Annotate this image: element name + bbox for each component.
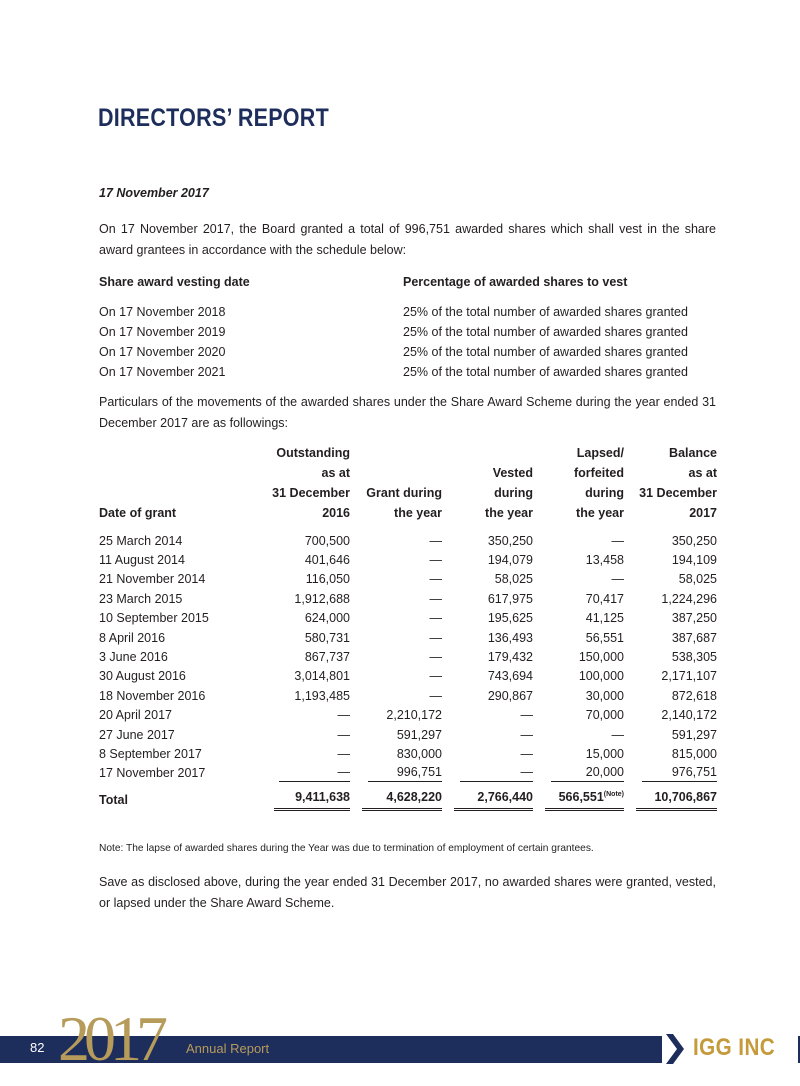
total-outstanding: 9,411,638 [274,790,350,811]
value-cell: 830,000 [396,746,442,761]
value-text: 20,000 [551,765,624,782]
value-cell: 401,646 [304,553,350,568]
movements-table-body [99,531,717,783]
grant-date-cell: 23 March 2015 [99,591,183,606]
value-cell: 150,000 [578,650,624,665]
value-cell: 70,000 [585,708,624,723]
grant-date-cell: 17 November 2017 [99,766,206,781]
table-row [99,570,717,589]
value-cell: 116,050 [305,572,350,587]
schedule-row [99,345,716,361]
value-cell: — [429,650,442,665]
value-cell: 58,025 [678,572,717,587]
table-row [99,531,717,550]
value-cell: 15,000 [585,746,624,761]
value-cell: 194,109 [671,553,717,568]
value-cell: — [337,708,350,723]
value-cell: — [429,591,442,606]
value-cell: 591,297 [671,727,717,742]
table-row [99,725,717,744]
header-cell: the year [485,506,533,520]
schedule-date-header: Share award vesting date [99,275,250,289]
grant-date-cell: 25 March 2014 [99,533,183,548]
schedule-pct: 25% of the total number of awarded shares granted [403,305,688,319]
value-cell [254,764,350,783]
value-cell: 30,000 [585,688,624,703]
value-cell: 58,025 [494,572,533,587]
total-row [99,783,717,817]
value-cell: 13,458 [585,553,624,568]
header-cell: as at [688,466,717,480]
total-lapsed: 566,551 [558,789,604,804]
total-lapsed-cell [545,790,624,811]
schedule-row [99,365,716,381]
value-text: — [279,765,350,782]
schedule-date: On 17 November 2019 [99,325,226,339]
header-cell: Vested [492,466,533,480]
header-cell: Outstanding [276,446,350,460]
table-row [99,744,717,763]
value-cell: 2,171,107 [661,669,717,684]
value-cell: — [429,611,442,626]
header-cell: the year [576,506,624,520]
value-text: 976,751 [642,765,717,782]
header-cell: 2016 [322,506,350,520]
value-cell: 56,551 [585,630,624,645]
table-row [99,667,717,686]
closing-paragraph: Save as disclosed above, during the year ended 31 December 2017, no awarded shares were granted, vested, or lapsed under the Share Award Scheme. [99,875,716,910]
value-cell: 700,500 [304,533,350,548]
intro-paragraph: On 17 November 2017, the Board granted a total of 996,751 awarded shares which shall vest in the share award grantees in accordance with the schedule below: [99,222,716,257]
value-cell: 872,618 [671,688,717,703]
year-text: 2017 [58,1006,162,1066]
header-cell [99,441,254,461]
annual-report-label: Annual Report [186,1041,270,1056]
schedule-row [99,325,716,341]
value-text: 996,751 [368,765,442,782]
table-row [99,550,717,569]
section-date-heading: 17 November 2017 [99,186,209,200]
value-cell: 2,140,172 [661,708,717,723]
schedule-pct: 25% of the total number of awarded shares granted [403,345,688,359]
schedule-date: On 17 November 2018 [99,305,226,319]
schedule-pct: 25% of the total number of awarded shares granted [403,325,688,339]
value-cell: — [337,746,350,761]
grant-date-cell: 8 April 2016 [99,630,166,645]
header-cell [99,461,254,481]
value-cell: 591,297 [396,727,442,742]
value-cell [624,764,717,783]
value-cell: — [429,572,442,587]
grant-date-cell: 8 September 2017 [99,746,202,761]
header-cell: during [494,486,533,500]
value-cell: 70,417 [585,591,624,606]
table-row [99,706,717,725]
header-cell: Date of grant [99,506,177,520]
year-2017-logo [56,1006,186,1066]
grant-date-cell: 3 June 2016 [99,650,168,665]
table-row [99,609,717,628]
header-cell: Balance [669,446,717,460]
page-title: DIRECTORS’ REPORT [98,104,329,132]
value-cell: 100,000 [578,669,624,684]
schedule-pct-header: Percentage of awarded shares to vest [403,275,628,289]
value-cell: 41,125 [585,611,624,626]
header-cell: 31 December [639,486,717,500]
header-cell: during [585,486,624,500]
schedule-date: On 17 November 2021 [99,365,226,379]
value-cell: — [520,708,533,723]
value-cell: — [429,533,442,548]
header-cell: as at [321,466,350,480]
grant-date-cell: 18 November 2016 [99,688,206,703]
header-cell [350,441,442,461]
grant-date-cell: 11 August 2014 [99,553,185,568]
header-cell: the year [394,506,442,520]
particulars-paragraph: Particulars of the movements of the awarded shares under the Share Award Scheme during the year ended 31 December 2017 are as followings: [99,395,716,430]
header-cell: 2017 [689,506,717,520]
grant-date-cell: 30 August 2016 [99,669,186,684]
value-cell: 1,193,485 [294,688,350,703]
header-cell: Lapsed/ [576,446,624,460]
header-cell [442,441,533,461]
value-text: — [460,765,533,782]
value-cell: 387,250 [671,611,717,626]
grant-date-cell: 10 September 2015 [99,611,209,626]
footnote: Note: The lapse of awarded shares during the Year was due to termination of employment of certain grantees. [99,843,594,854]
total-label: Total [99,793,128,808]
value-cell: 195,625 [487,611,533,626]
value-cell: — [520,746,533,761]
value-cell: 3,014,801 [294,669,350,684]
value-cell: — [611,572,624,587]
note-marker: (Note) [603,790,624,798]
table-row [99,647,717,666]
value-cell: — [520,727,533,742]
value-cell: — [429,669,442,684]
header-cell: Grant during [366,486,442,500]
header-cell [99,481,254,501]
table-row [99,764,717,783]
value-cell: 538,305 [671,650,717,665]
value-cell: — [429,630,442,645]
value-cell: 743,694 [487,669,533,684]
value-cell: — [429,553,442,568]
page-number: 82 [30,1040,45,1055]
total-vested: 2,766,440 [454,790,533,811]
header-cell: 31 December [272,486,350,500]
value-cell: 580,731 [304,630,350,645]
value-cell: 624,000 [304,611,350,626]
value-cell: 194,079 [487,553,533,568]
value-cell: 179,432 [487,650,533,665]
movements-table-header [99,441,717,531]
value-cell: — [429,688,442,703]
value-cell: 350,250 [671,533,717,548]
value-cell [533,764,624,783]
company-logo-text: IGG INC [693,1034,776,1061]
value-cell: — [611,533,624,548]
movements-table [99,441,717,817]
value-cell [442,764,533,783]
header-cell [350,461,442,481]
table-row [99,686,717,705]
value-cell: 867,737 [304,650,350,665]
schedule-header [99,275,716,291]
value-cell: 1,912,688 [294,591,350,606]
table-row [99,628,717,647]
grant-date-cell: 27 June 2017 [99,727,175,742]
table-row [99,589,717,608]
value-cell: 290,867 [487,688,533,703]
value-cell: 350,250 [487,533,533,548]
schedule-pct: 25% of the total number of awarded shares granted [403,365,688,379]
value-cell: 815,000 [671,746,717,761]
value-cell: 387,687 [671,630,717,645]
total-granted: 4,628,220 [362,790,442,811]
value-cell: 617,975 [487,591,533,606]
grant-date-cell: 21 November 2014 [99,572,206,587]
header-cell: forfeited [574,466,624,480]
schedule-row [99,305,716,321]
total-balance: 10,706,867 [636,790,717,811]
schedule-date: On 17 November 2020 [99,345,226,359]
value-cell: — [337,727,350,742]
value-cell: — [611,727,624,742]
chevron-right-icon [664,1034,686,1064]
value-cell: 1,224,296 [661,591,717,606]
grant-date-cell: 20 April 2017 [99,708,172,723]
value-cell: 2,210,172 [386,708,442,723]
value-cell: 136,493 [487,630,533,645]
value-cell [350,764,442,783]
